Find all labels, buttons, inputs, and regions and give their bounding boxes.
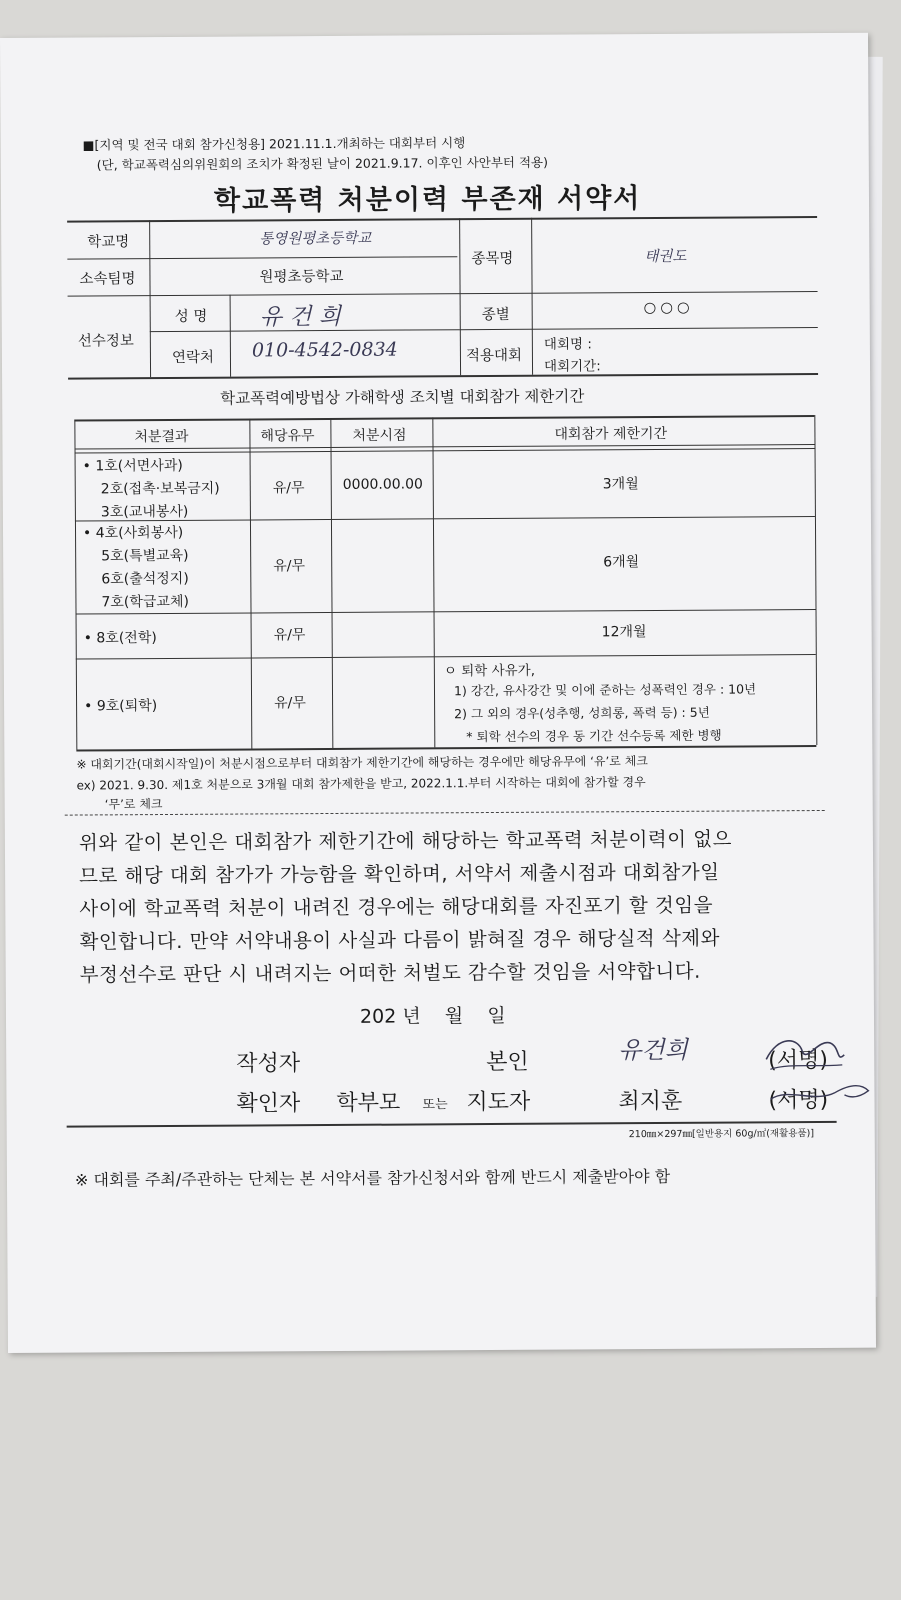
row2-item2: 5호(특별교육)	[101, 547, 189, 565]
name-label: 성 명	[174, 308, 208, 325]
pledge-document	[0, 33, 876, 1353]
event-name-label: 대회명 :	[543, 336, 592, 353]
row4-period-line2: 1) 강간, 유사강간 및 이에 준하는 성폭력인 경우 : 10년	[453, 681, 757, 699]
pledge-line-5: 부정선수로 판단 시 내려지는 어떠한 처벌도 감수할 것임을 서약합니다.	[79, 959, 701, 987]
info-table-top	[67, 216, 817, 223]
confirmer-signature-scribble	[764, 1073, 874, 1114]
info-table-bottom	[68, 373, 818, 380]
confirmer-sign-slot: (서명)	[768, 1087, 829, 1114]
confirmer-label: 확인자	[236, 1091, 301, 1117]
event-period-label: 대회기간:	[543, 358, 601, 375]
row1-item1: • 1호(서면사과)	[82, 457, 183, 475]
row4-status: 유/무	[274, 695, 306, 712]
document-title: 학교폭력 처분이력 부존재 서약서	[213, 183, 642, 217]
rule	[76, 745, 816, 752]
writer-name-handwritten: 유건희	[618, 1035, 688, 1065]
restriction-heading: 학교폭력예방법상 가해학생 조치별 대회참가 제한기간	[220, 387, 585, 408]
row2-item1: • 4호(사회봉사)	[82, 524, 184, 542]
pledge-line-2: 므로 해당 대회 참가가 가능함을 확인하며, 서약서 제출시점과 대회참가일	[79, 860, 720, 888]
row3-period: 12개월	[601, 624, 647, 641]
name-value-handwritten: 유 건 희	[259, 303, 342, 331]
notice-line-2: (단, 학교폭력심의위원회의 조치가 확정된 날이 2021.9.17. 이후인 사안부터 적용)	[96, 154, 549, 173]
date-line: 202 년 월 일	[359, 1004, 506, 1028]
rule	[149, 220, 151, 377]
pledge-line-4: 확인합니다. 만약 서약내용이 사실과 다름이 밝혀질 경우 해당실적 삭제와	[79, 926, 720, 954]
paper-spec: 210㎜×297㎜[일반용지 60g/㎡(재활용품)]	[628, 1128, 815, 1141]
contact-label: 연락처	[171, 349, 215, 366]
final-note: ※ 대회를 주최/주관하는 단체는 본 서약서를 참가신청서와 함께 반드시 제출받아야 함	[74, 1166, 671, 1190]
row2-item4: 7호(학급교체)	[101, 593, 189, 611]
col-header-date: 처분시점	[352, 427, 407, 444]
rule	[459, 218, 461, 375]
table-note-1: ※ 대회기간(대회시작일)이 처분시점으로부터 대회참가 제한기간에 해당하는 경우에만 해당유무에 ‘유’로 체크	[76, 754, 648, 772]
pledge-line-1: 위와 같이 본인은 대회참가 제한기간에 해당하는 학교폭력 처분이력이 없으	[78, 827, 733, 855]
coach-label: 지도자	[466, 1089, 531, 1116]
player-info-label: 선수정보	[77, 333, 134, 350]
row1-item2: 2호(접촉·보복금지)	[100, 480, 220, 498]
category-value: ○○○	[643, 299, 694, 317]
parent-label: 학부모	[336, 1090, 401, 1116]
section-divider	[65, 810, 825, 816]
pledge-line-3: 사이에 학교폭력 처분이 내려진 경우에는 해당대회를 자진포기 할 것임을	[79, 893, 714, 921]
rule	[230, 295, 232, 377]
row1-item3: 3호(교내봉사)	[100, 503, 189, 521]
writer-label: 작성자	[236, 1051, 301, 1077]
writer-sign-slot: (서명)	[768, 1047, 829, 1074]
row3-item1: • 8호(전학)	[83, 630, 157, 647]
writer-signature-scribble	[758, 1029, 848, 1074]
row1-period: 3개월	[602, 476, 639, 493]
row1-status: 유/무	[272, 480, 305, 497]
applied-event-label: 적용대회	[465, 347, 523, 365]
confirmer-name: 최지훈	[618, 1088, 683, 1115]
sport-value: 태권도	[644, 248, 687, 266]
contact-value-handwritten: 010-4542-0834	[251, 338, 398, 362]
school-label: 학교명	[87, 234, 130, 251]
rule	[67, 256, 457, 259]
row2-item3: 6호(출석정지)	[101, 570, 189, 588]
rule	[74, 420, 77, 750]
row4-item1: • 9호(퇴학)	[84, 698, 158, 715]
school-value: 통영원평초등학교	[259, 230, 372, 248]
rule	[531, 218, 533, 375]
notice-line-1: ■[지역 및 전국 대회 참가신청용] 2021.11.1.개최하는 대회부터 시행	[82, 135, 466, 153]
row2-period: 6개월	[603, 554, 640, 571]
col-header-status: 해당유무	[260, 428, 315, 445]
col-header-period: 대회참가 제한기간	[554, 425, 668, 443]
self-label: 본인	[486, 1049, 529, 1076]
row4-period-line3: 2) 그 외의 경우(성추행, 성희롱, 폭력 등) : 5년	[454, 704, 710, 722]
table-note-3: ‘무’로 체크	[104, 797, 163, 812]
rule	[460, 327, 818, 330]
col-header-result: 처분결과	[134, 428, 189, 446]
row3-status: 유/무	[273, 627, 306, 644]
team-label: 소속팀명	[79, 271, 136, 288]
table-note-2: ex) 2021. 9.30. 제1호 처분으로 3개월 대회 참가제한을 받고, 2022.1.1.부터 시작하는 대회에 참가할 경우	[76, 775, 646, 793]
rule	[74, 415, 814, 422]
rule	[68, 291, 818, 297]
row4-period-line1: ㅇ 퇴학 사유가,	[443, 662, 536, 680]
row2-status: 유/무	[273, 558, 306, 575]
team-value: 원평초등학교	[259, 268, 344, 286]
sport-label: 종목명	[471, 250, 514, 268]
or-label: 또는	[422, 1097, 448, 1113]
row1-date: 0000.00.00	[342, 476, 423, 493]
row4-period-line4: * 퇴학 선수의 경우 동 기간 선수등록 제한 병행	[466, 727, 722, 745]
rule	[249, 418, 252, 748]
rule	[330, 418, 333, 748]
rule	[814, 415, 817, 745]
rule	[432, 417, 435, 747]
category-label: 종별	[481, 306, 510, 324]
